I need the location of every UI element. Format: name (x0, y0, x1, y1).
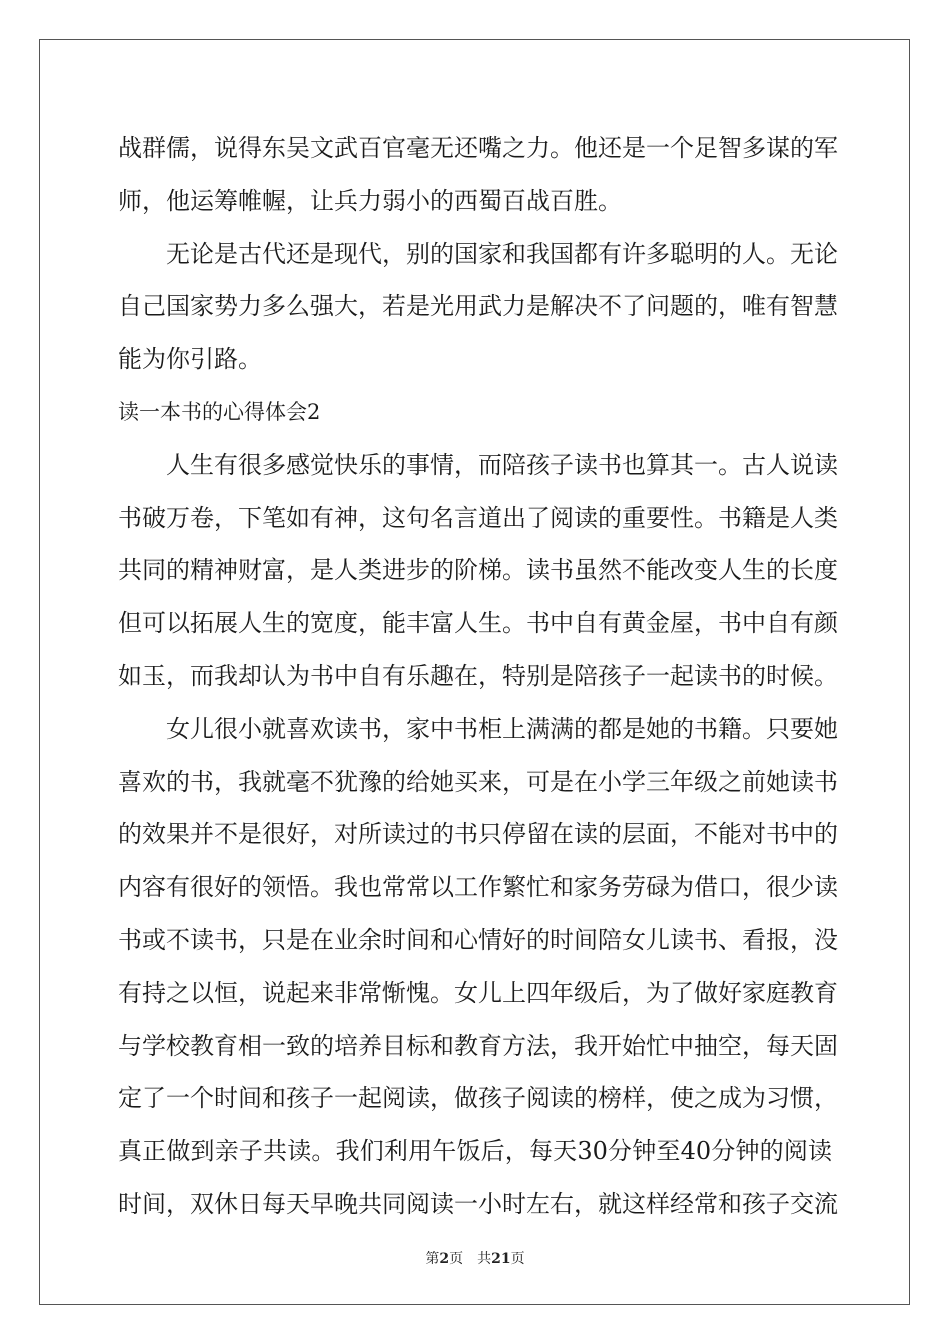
page-current: 2 (439, 1251, 450, 1267)
text-line: 师，他运筹帷幄，让兵力弱小的西蜀百战百胜。 (118, 186, 622, 215)
text-line: 能为你引路。 (118, 345, 262, 374)
text-line: 自己国家势力多么强大，若是光用武力是解决不了问题的，唯有智慧 (118, 292, 838, 321)
text-line: 书或不读书，只是在业余时间和心情好的时间陪女儿读书、看报，没 (118, 925, 838, 954)
text-line: 与学校教育相一致的培养目标和教育方法，我开始忙中抽空，每天固 (118, 1031, 838, 1060)
text-line: 人生有很多感觉快乐的事情，而陪孩子读书也算其一。古人说读 (166, 450, 838, 479)
text-line: 喜欢的书，我就毫不犹豫的给她买来，可是在小学三年级之前她读书 (118, 767, 838, 796)
page-mid: 页 (449, 1251, 464, 1267)
text-line: 时间，双休日每天早晚共同阅读一小时左右，就这样经常和孩子交流 (118, 1189, 838, 1218)
page-total: 21 (491, 1251, 511, 1267)
text-line: 无论是古代还是现代，别的国家和我国都有许多聪明的人。无论 (166, 239, 838, 268)
section-heading: 读一本书的心得体会2 (118, 399, 321, 424)
text-line: 女儿很小就喜欢读书，家中书柜上满满的都是她的书籍。只要她 (166, 714, 838, 743)
page-footer (0, 1248, 950, 1268)
document-body (118, 122, 838, 1231)
total-prefix: 共 (477, 1251, 492, 1267)
page-prefix: 第 (425, 1251, 440, 1267)
text-line: 书破万卷，下笔如有神，这句名言道出了阅读的重要性。书籍是人类 (118, 503, 838, 532)
text-line: 如玉，而我却认为书中自有乐趣在，特别是陪孩子一起读书的时候。 (118, 661, 838, 690)
total-suffix: 页 (510, 1251, 525, 1267)
text-line: 内容有很好的领悟。我也常常以工作繁忙和家务劳碌为借口，很少读 (118, 873, 838, 902)
text-line: 共同的精神财富，是人类进步的阶梯。读书虽然不能改变人生的长度 (118, 556, 838, 585)
text-line: 战群儒，说得东吴文武百官毫无还嘴之力。他还是一个足智多谋的军 (118, 134, 838, 162)
text-line: 真正做到亲子共读。我们利用午饭后，每天30分钟至40分钟的阅读 (118, 1137, 832, 1166)
text-line: 定了一个时间和孩子一起阅读，做孩子阅读的榜样，使之成为习惯， (118, 1084, 838, 1113)
text-line: 但可以拓展人生的宽度，能丰富人生。书中自有黄金屋，书中自有颜 (118, 609, 838, 638)
text-line: 的效果并不是很好，对所读过的书只停留在读的层面，不能对书中的 (118, 820, 838, 849)
text-line: 有持之以恒，说起来非常惭愧。女儿上四年级后，为了做好家庭教育 (118, 978, 838, 1007)
